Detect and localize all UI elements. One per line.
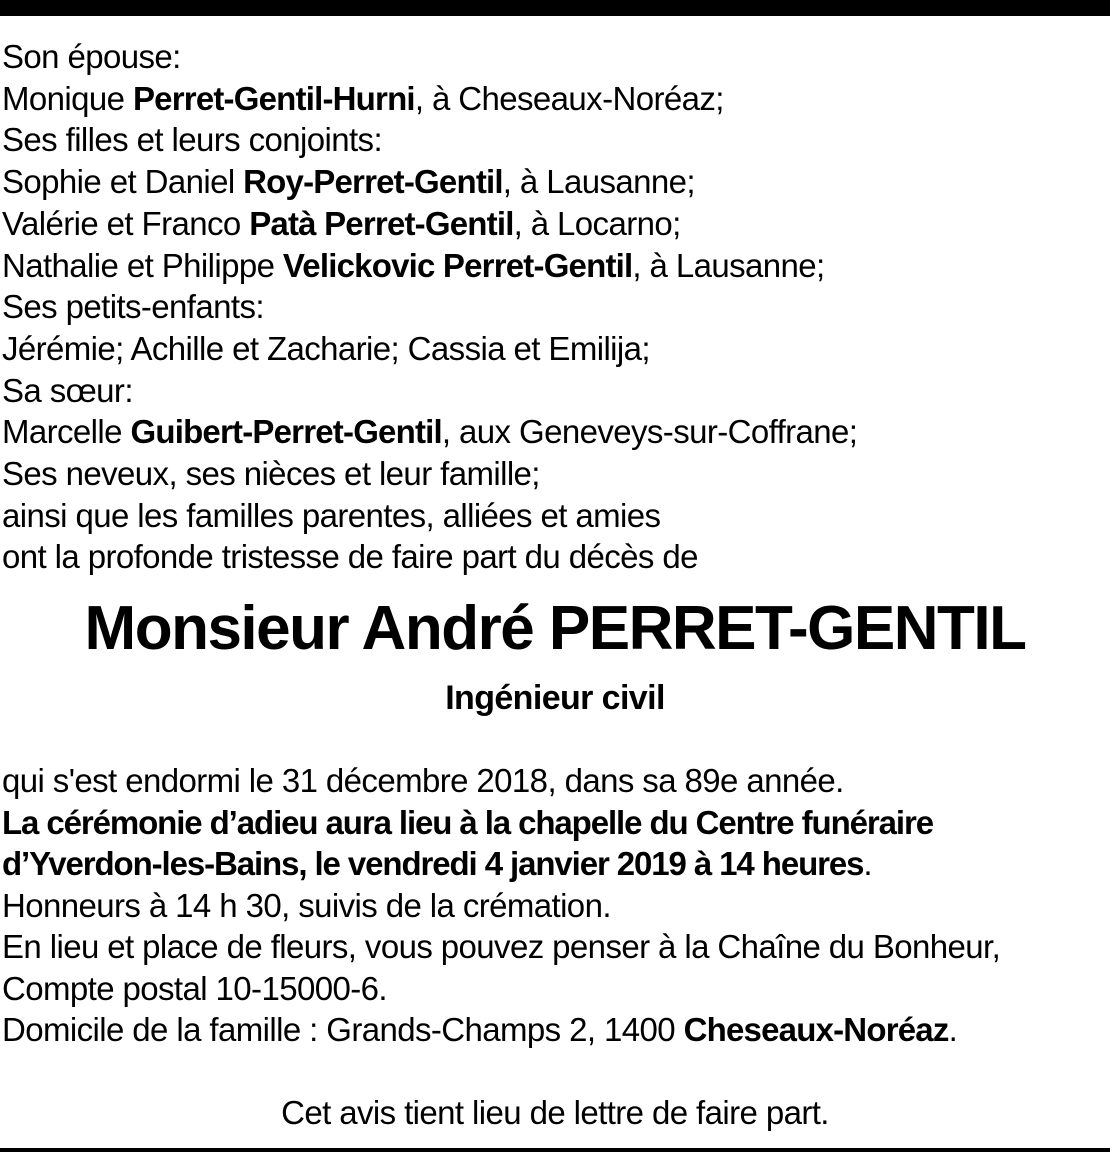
ceremony-line-2-period: . [863, 845, 872, 882]
ceremony-line-2-text: d’Yverdon-les-Bains, le vendredi 4 janvier 2019 à 14 heures [2, 845, 864, 882]
daughter-2-place: , à Locarno; [513, 204, 681, 242]
ceremony-line-1: La cérémonie d’adieu aura lieu à la chapelle du Centre funéraire [2, 803, 933, 841]
daughter-1-place: , à Lausanne; [502, 163, 695, 201]
daughter-3-place: , à Lausanne; [632, 246, 825, 284]
daughter-line-3 [2, 245, 1108, 287]
honours-line: Honneurs à 14 h 30, suivis de la crémation. [2, 886, 611, 924]
sister-first-name: Marcelle [2, 413, 131, 451]
daughters-heading: Ses filles et leurs conjoints: [2, 121, 383, 159]
deceased-title: Ingénieur civil [445, 679, 665, 717]
daughter-1-surname: Roy-Perret-Gentil [243, 163, 503, 201]
ceremony-details [2, 760, 1108, 1051]
sister-heading: Sa sœur: [2, 371, 133, 409]
sister-surname: Guibert-Perret-Gentil [130, 413, 442, 451]
death-line: qui s'est endormi le 31 décembre 2018, dans sa 89e année. [2, 762, 844, 799]
account-line: Compte postal 10-15000-6. [2, 969, 387, 1007]
daughter-3-first-names: Nathalie et Philippe [2, 246, 283, 284]
spouse-heading: Son épouse: [2, 38, 181, 75]
ceremony-line-2 [2, 843, 1108, 885]
bottom-rule [0, 1148, 1110, 1152]
nephews-line: Ses neveux, ses nièces et leur famille; [2, 455, 540, 493]
sister-line [2, 411, 1108, 453]
domicile-period: . [948, 1011, 958, 1048]
daughter-2-first-names: Valérie et Franco [2, 204, 250, 242]
allied-families-line: ainsi que les familles parentes, alliées et amies [2, 496, 661, 534]
domicile-place: Cheseaux-Noréaz [683, 1011, 949, 1048]
daughter-3-surname: Velickovic Perret-Gentil [282, 246, 633, 284]
daughter-1-first-names: Sophie et Daniel [2, 163, 244, 201]
domicile-prefix: Domicile de la famille : Grands-Champs 2, 1400 [2, 1011, 684, 1048]
deceased-name: Monsieur André PERRET-GENTIL [84, 594, 1026, 663]
daughter-line-2 [2, 203, 1108, 245]
sister-place: , aux Geneveys-sur-Coffrane; [441, 413, 858, 451]
flowers-line: En lieu et place de fleurs, vous pouvez penser à la Chaîne du Bonheur, [2, 928, 1001, 965]
daughter-2-surname: Patà Perret-Gentil [249, 204, 514, 242]
spouse-surname: Perret-Gentil-Hurni [132, 79, 415, 117]
grandchildren-heading: Ses petits-enfants: [2, 288, 264, 326]
family-list [2, 36, 1108, 578]
closing-note: Cet avis tient lieu de lettre de faire part. [281, 1094, 829, 1131]
domicile-line [2, 1009, 1108, 1051]
spouse-first-name: Monique [2, 79, 133, 117]
top-rule [0, 0, 1110, 16]
announcement-line: ont la profonde tristesse de faire part du décès de [2, 538, 698, 576]
grandchildren-names: Jérémie; Achille et Zacharie; Cassia et Emilija; [2, 329, 650, 367]
daughter-line-1 [2, 161, 1108, 203]
spouse-place: , à Cheseaux-Noréaz; [414, 79, 724, 117]
spouse-line [2, 78, 1108, 120]
